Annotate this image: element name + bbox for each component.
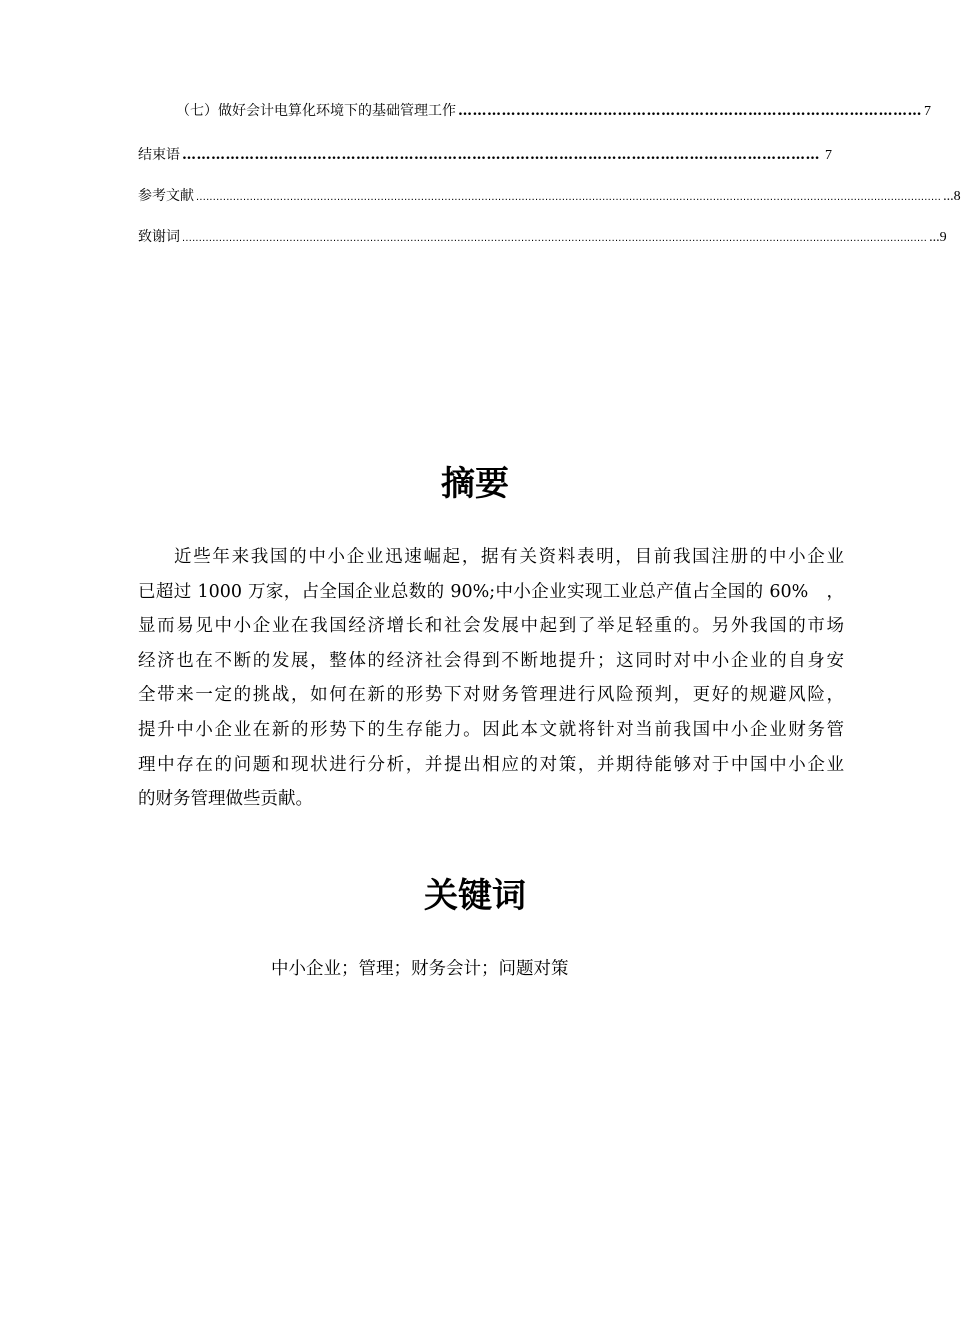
toc-entry-page: ...8 bbox=[943, 189, 961, 204]
toc-entry-title: 参考文献 bbox=[138, 188, 194, 204]
keywords-text: 中小企业；管理；财务会计；问题对策 bbox=[271, 959, 569, 979]
toc-dot-leader: …………………………………………………………………………………………………………………… bbox=[182, 147, 820, 163]
toc-entry-title: 结束语 bbox=[138, 147, 180, 163]
toc-dot-leader: …………………………………………………………………………………… bbox=[458, 103, 922, 119]
toc-entry[interactable] bbox=[138, 144, 832, 166]
abstract-line: 提升中小企业在新的形势下的生存能力。因此本文就将针对当前我国中小企业财务管 bbox=[138, 719, 844, 740]
abstract-line: 近些年来我国的中小企业迅速崛起，据有关资料表明，目前我国注册的中小企业 bbox=[174, 547, 844, 567]
toc-entry[interactable] bbox=[138, 100, 931, 122]
toc-dot-leader: .............................................................................................................................................................................................................................. bbox=[182, 232, 928, 244]
toc-entry[interactable] bbox=[138, 185, 961, 207]
abstract-line: 的财务管理做些贡献。 bbox=[138, 789, 313, 810]
keywords-heading: 关键词 bbox=[424, 876, 526, 916]
toc-entry-title: 致谢词 bbox=[138, 229, 180, 245]
toc-dot-leader: .............................................................................................................................................................................................................................. bbox=[196, 191, 942, 203]
abstract-body bbox=[138, 540, 844, 817]
toc-entry-title: （七）做好会计电算化环境下的基础管理工作 bbox=[176, 103, 456, 119]
toc-entry-page: ...9 bbox=[929, 230, 947, 245]
abstract-line: 理中存在的问题和现状进行分析，并提出相应的对策，并期待能够对于中国中小企业 bbox=[138, 754, 844, 775]
toc-entry-page: 7 bbox=[825, 148, 832, 163]
abstract-line: 已超过 1000 万家，占全国企业总数的 90%;中小企业实现工业总产值占全国的 60% ， bbox=[138, 581, 844, 602]
toc-entry[interactable] bbox=[138, 226, 947, 248]
abstract-line: 显而易见中小企业在我国经济增长和社会发展中起到了举足轻重的。另外我国的市场 bbox=[138, 616, 844, 637]
abstract-heading: 摘要 bbox=[441, 464, 509, 504]
abstract-line: 经济也在不断的发展，整体的经济社会得到不断地提升；这同时对中小企业的自身安 bbox=[138, 650, 844, 671]
abstract-line: 全带来一定的挑战，如何在新的形势下对财务管理进行风险预判，更好的规避风险， bbox=[138, 685, 844, 706]
toc-entry-page: 7 bbox=[924, 104, 931, 119]
